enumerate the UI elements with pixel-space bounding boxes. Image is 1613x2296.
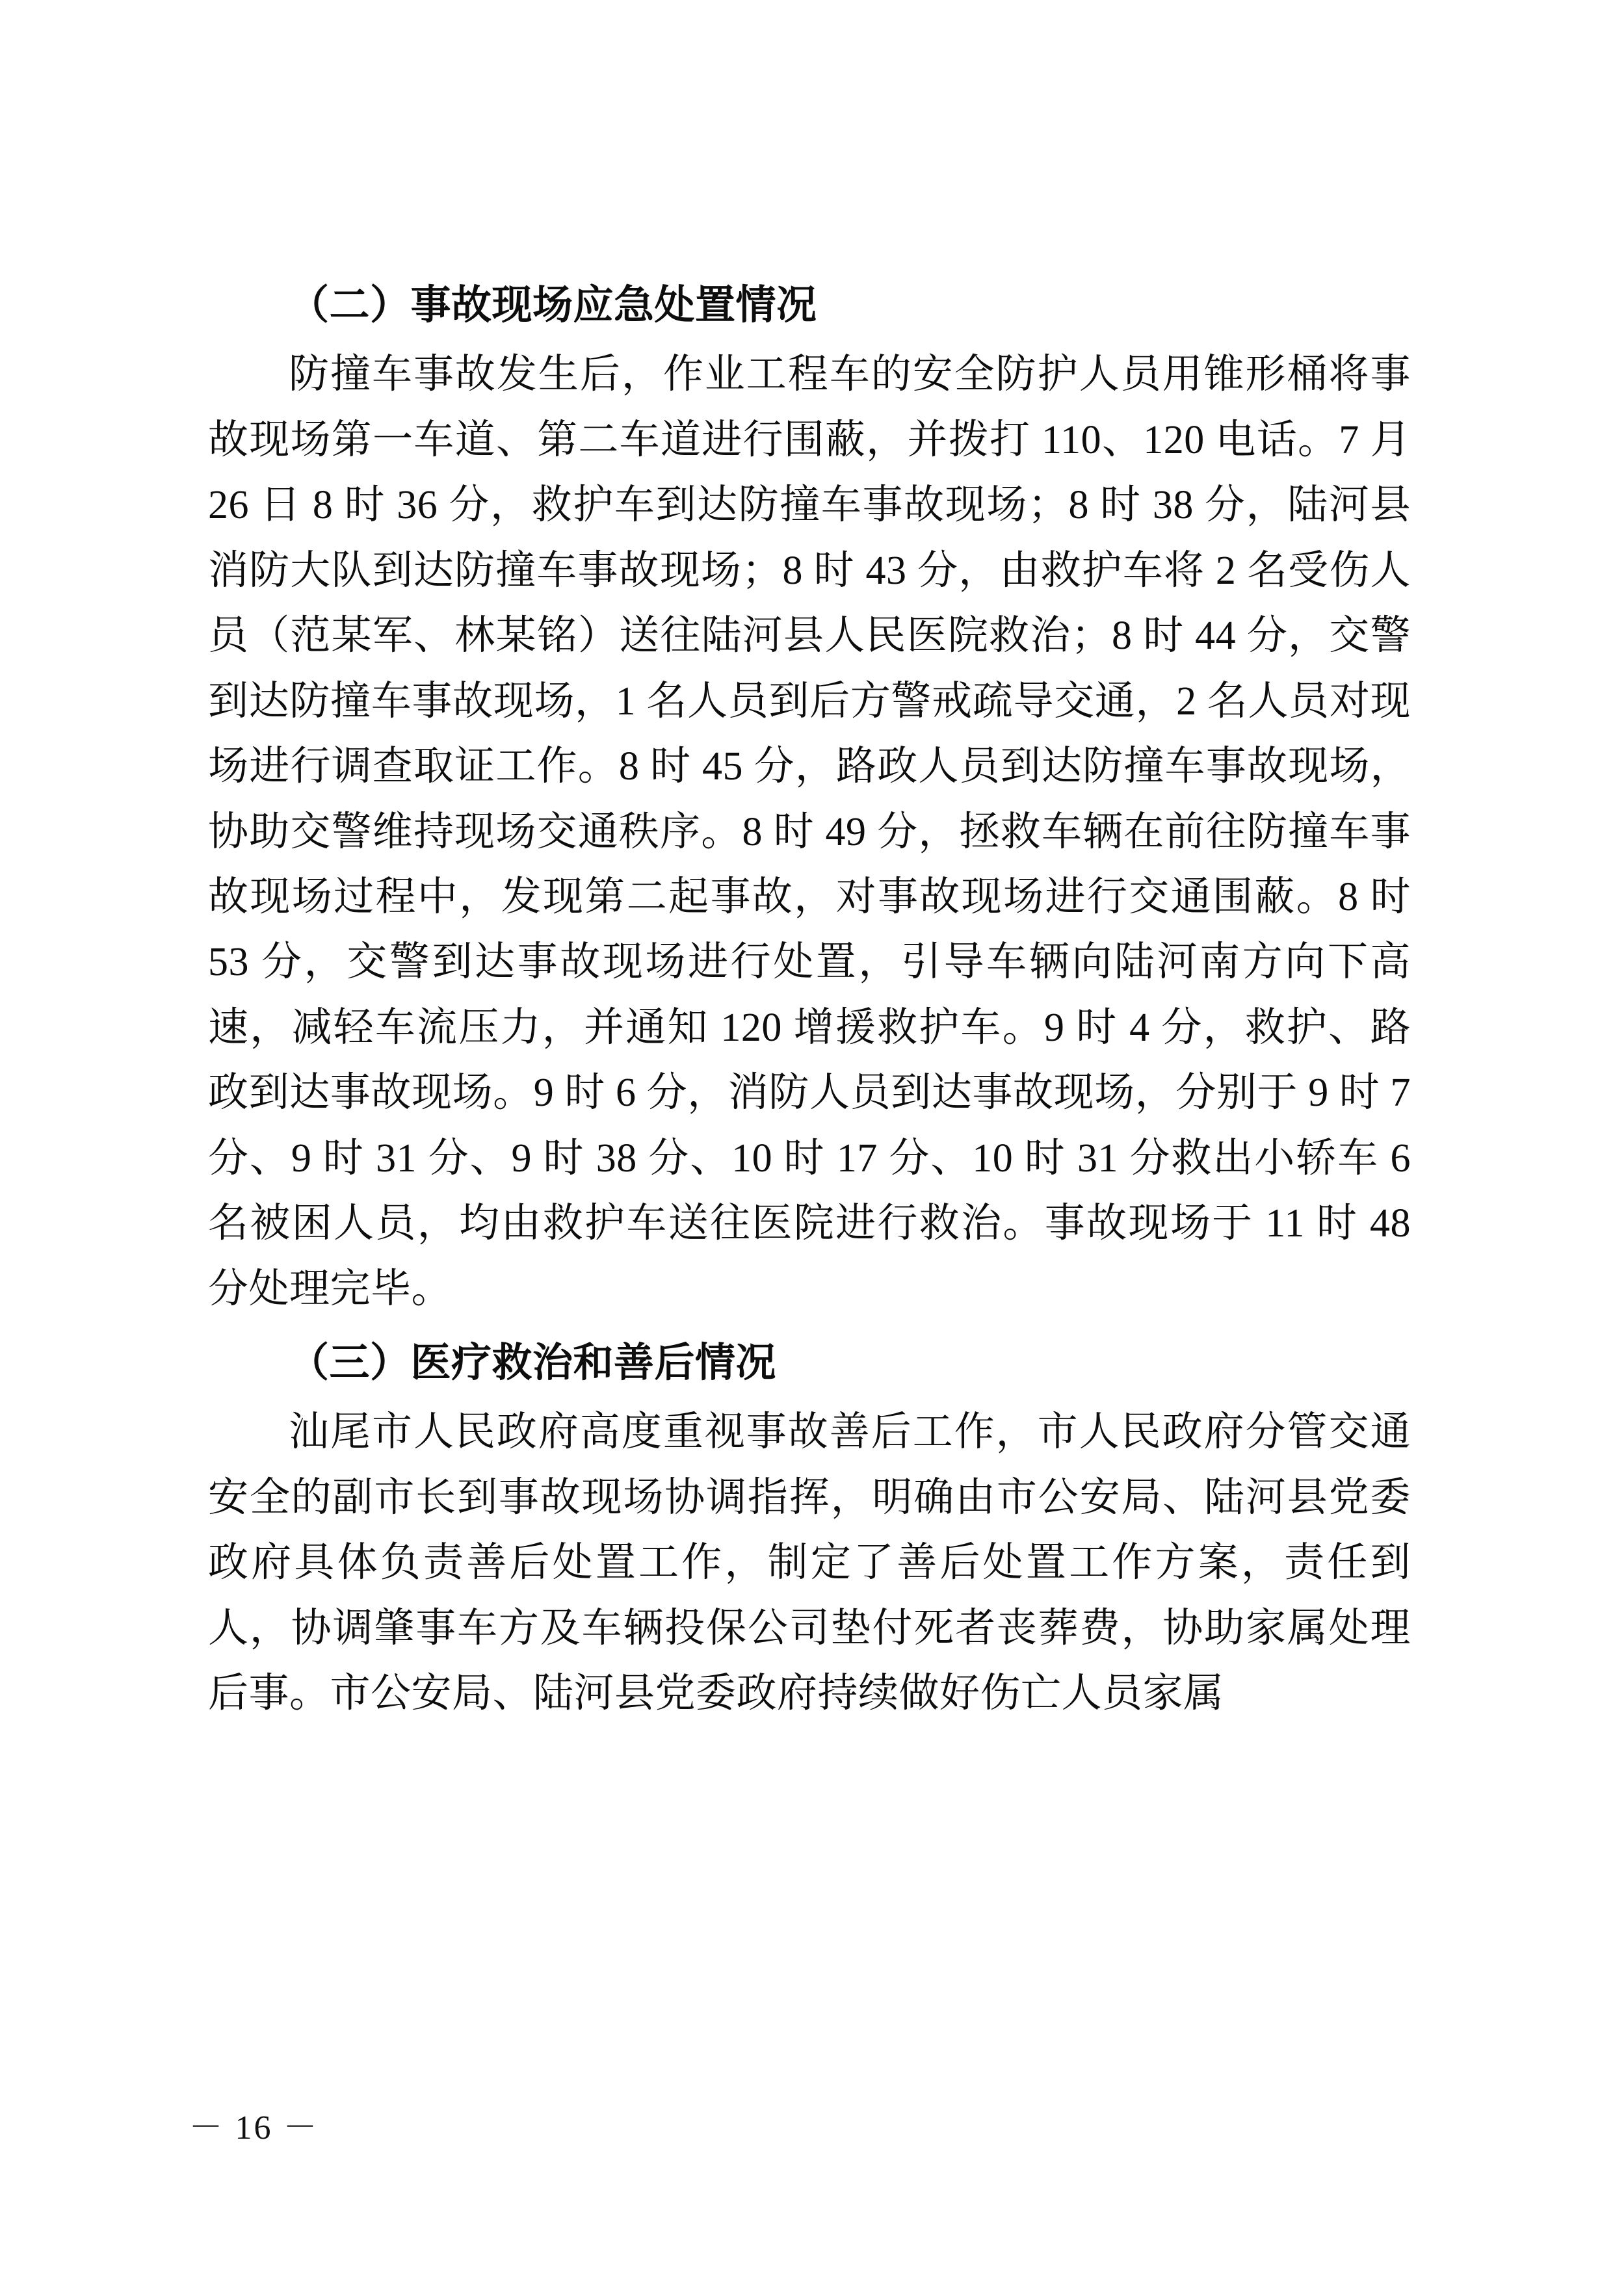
paragraph-aftercare: 汕尾市人民政府高度重视事故善后工作，市人民政府分管交通安全的副市长到事故现场协调指挥，明确由市公安局、陆河县党委政府具体负责善后处置工作，制定了善后处置工作方案，责任到人，协调肇事车方及车辆投保公司垫付死者丧葬费，协助家属处理后事。市公安局、陆河县党委政府持续做好伤亡人员家属 <box>208 1410 1411 1716</box>
page-footer <box>0 2100 1613 2148</box>
section-heading-2: （二）事故现场应急处置情况 <box>289 283 817 328</box>
paragraph-spacer <box>208 1324 1411 1331</box>
page-content <box>208 273 1411 1729</box>
section-heading-3: （三）医疗救治和善后情况 <box>289 1341 777 1385</box>
paragraph-emergency-response: 防撞车事故发生后，作业工程车的安全防护人员用锥形桶将事故现场第一车道、第二车道进行围蔽，并拨打 110、120 电话。7 月 26 日 8 时 36 分，救护车到达防撞车事故现场；8 时 38 分，陆河县消防大队到达防撞车事故现场；8 时 43 分，由救护车将 2 名受伤人员（范某军、林某铭）送往陆河县人民医院救治；8 时 44 分，交警到达防撞车事故现场，1 名人员到后方警戒疏导交通，2 名人员对现场进行调查取证工作。8 时 45 分，路政人员到达防撞车事故现场，协助交警维持现场交通秩序。8 时 49 分，拯救车辆在前往防撞车事故现场过程中，发现第二起事故，对事故现场进行交通围蔽。8 时 53 分，交警到达事故现场进行处置，引导车辆向陆河南方向下高速，减轻车流压力，并通知 120 增援救护车。9 时 4 分，救护、路政到达事故现场。9 时 6 分，消防人员到达事故现场，分别于 9 时 7 分、9 时 31 分、9 时 38 分、10 时 17 分、10 时 31 分救出小轿车 6 名被困人员，均由救护车送往医院进行救治。事故现场于 11 时 48 分处理完毕。 <box>208 352 1411 1311</box>
page-number: － 16 － <box>189 2109 319 2146</box>
